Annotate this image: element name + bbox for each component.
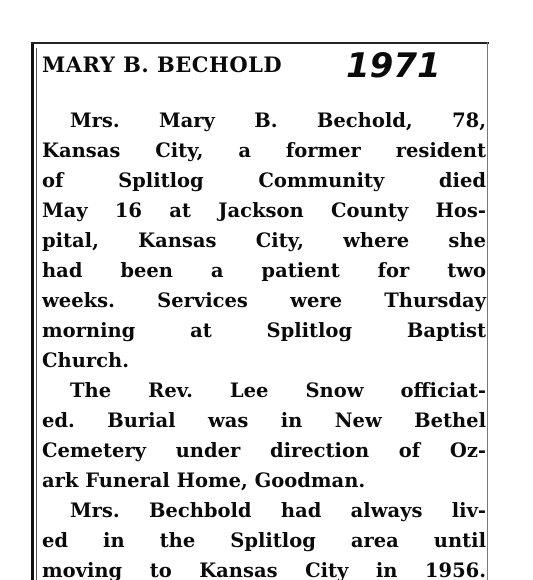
newspaper-clipping [38,44,486,580]
text-line: The Rev. Lee Snow officiat- [70,379,486,402]
text-line: Mrs. Mary B. Bechold, 78, [70,109,486,132]
clipping-border-right [487,42,488,580]
handwritten-year: 1971 [346,46,441,86]
text-line: ed. Burial was in New Bethel [42,409,486,432]
text-line: morning at Splitlog Baptist [42,319,486,342]
clipping-title: MARY B. BECHOLD [42,52,283,77]
text-line: moving to Kansas City in 1956. [42,559,486,580]
text-line: weeks. Services were Thursday [42,289,486,312]
obituary-text [42,106,486,580]
text-line: ed in the Splitlog area until [42,529,486,552]
clipping-border-left [31,42,34,580]
text-line: had been a patient for two [42,259,486,282]
text-line: pital, Kansas City, where she [42,229,486,252]
text-line: May 16 at Jackson County Hos- [42,199,486,222]
text-line: ark Funeral Home, Goodman. [42,469,366,492]
text-line: Mrs. Bechbold had always liv- [70,499,486,522]
text-line: Cemetery under direction of Oz- [42,439,486,462]
text-line: Church. [42,349,129,372]
text-line: of Splitlog Community died [42,169,486,192]
text-line: Kansas City, a former resident [42,139,486,162]
clipping-border-inner-left [36,48,37,580]
